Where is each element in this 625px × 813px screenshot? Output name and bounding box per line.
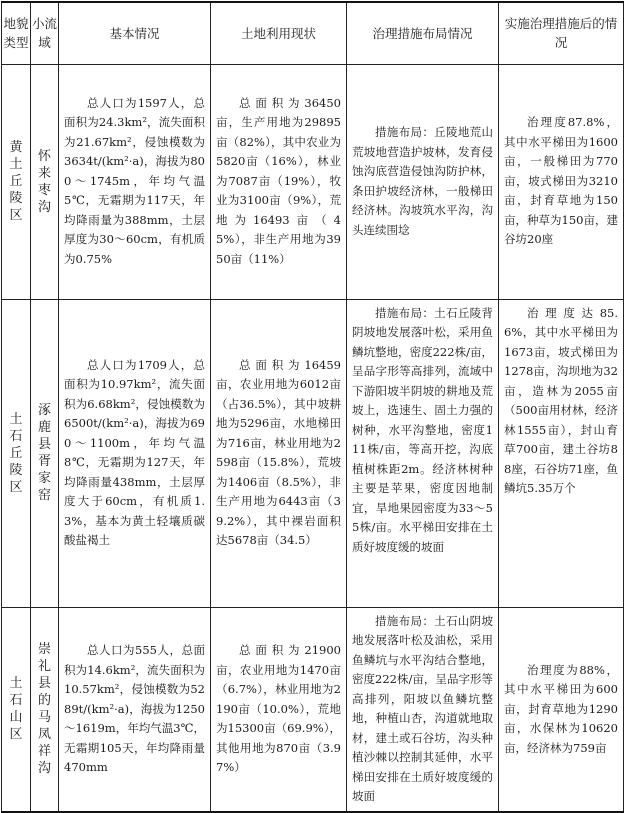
header-land-use: 土地利用现状: [211, 2, 347, 64]
basin-cell: 崇礼县的马凤祥沟: [31, 607, 59, 812]
landform-cell: 黄土丘陵区: [2, 64, 31, 299]
land-use-cell: 总面积为21900亩，农业用地为1470亩（6.7%），林业用地为2190亩（10.0%），荒地为15300亩（69.9%），其他用地为870亩（3.97%）: [211, 607, 347, 812]
result-cell: 治理度为88%，其中水平梯田为600亩，封育草地为1290亩，水保林为10620亩，经济林为759亩: [499, 607, 624, 812]
watershed-treatment-table: [1, 1, 624, 813]
basin-cell: 怀来枣沟: [31, 64, 59, 299]
basic-situation-cell: 总人口为555人，总面积为14.6km²，流失面积为10.57km²，侵蚀模数为5289t/(km²·a)，海拔为1250～1619m，年均气温3℃，无霜期105天，年均降雨量470mm: [59, 607, 211, 812]
result-cell: 治理度87.8%，其中水平梯田为1600亩，一般梯田为770亩，坡式梯田为3210亩，封育草地为150亩，种草为150亩，建谷坊20座: [499, 64, 624, 299]
header-after-treatment: 实施治理措施后的情况: [499, 2, 624, 64]
measures-cell: 措施布局：丘陵地荒山荒坡地营造护坡林，发育侵蚀沟底营造侵蚀沟防护林，条田护坡经济林，一般梯田经济林。沟坡筑水平沟，沟头连续围埝: [347, 64, 499, 299]
table-row: [2, 64, 624, 299]
measures-cell: 措施布局：土石丘陵背阴坡地发展落叶松，采用鱼鳞坑整地，密度222株/亩，呈品字形等高排列，流域中下游阳坡半阴坡的耕地及荒坡上，选速生、固土力强的树种，水平沟整地，密度111株/亩，等高开挖，沟底植树株距2m。经济林树种主要是苹果，密度因地制宜，旱地果园密度为33～55株/亩。水平梯田安排在土质好坡度缓的坡面: [347, 299, 499, 607]
header-measures-layout: 治理措施布局情况: [347, 2, 499, 64]
basic-situation-cell: 总人口为1597人，总面积为24.3km²，流失面积为21.67km²，侵蚀模数为3634t/(km²·a)，海拔为800～1745m，年均气温5℃，无霜期为117天，年均降雨量为388mm，土层厚度为30～60cm，有机质为0.75%: [59, 64, 211, 299]
header-row: [2, 2, 624, 64]
result-cell: 治理度达85.6%，其中水平梯田为1673亩，坡式梯田为1278亩，沟坝地为32亩，造林为2055亩（500亩用材林，经济林1555亩），封山育草700亩，建土谷坊88座，石谷坊71座，鱼鳞坑5.35万个: [499, 299, 624, 607]
header-basic-situation: 基本情况: [59, 2, 211, 64]
land-use-cell: 总面积为36450亩，生产用地为29895亩（82%），其中农业为5820亩（16%），林业为7087亩（19%），牧业为3100亩（9%），荒地为16493亩（45%），非生产用地为3950亩（11%）: [211, 64, 347, 299]
basic-situation-cell: 总人口为1709人，总面积为10.97km²，流失面积为6.68km²，侵蚀模数为6500t/(km²·a)，海拔为690～1100m，年均气温8℃，无霜期为127天，年均降雨量438mm，土层厚度大于60cm，有机质1.3%，基本为黄土轻壤质碳酸盐褐土: [59, 299, 211, 607]
table-row: [2, 607, 624, 812]
header-small-basin: 小流域: [31, 2, 59, 64]
landform-cell: 土石丘陵区: [2, 299, 31, 607]
measures-cell: 措施布局：土石山阴坡地发展落叶松及油松，采用鱼鳞坑与水平沟结合整地，密度222株/亩，呈品字形等高排列，阳坡以鱼鳞坑整地，种植山杏，沟道就地取材，建土或石谷坊，沟头种植沙棘以控制其延伸，水平梯田安排在土质好坡度缓的坡面: [347, 607, 499, 812]
table-row: [2, 299, 624, 607]
header-landform-type: 地貌类型: [2, 2, 31, 64]
land-use-cell: 总面积为16459亩，农业用地为6012亩（占36.5%），其中坡耕地为5296亩，水地梯田为716亩，林业用地为2598亩（15.8%），荒坡为1406亩（8.5%），非生产用地为6443亩（39.2%），其中裸岩面积达5678亩（34.5）: [211, 299, 347, 607]
landform-cell: 土石山区: [2, 607, 31, 812]
basin-cell: 涿鹿县胥家窑: [31, 299, 59, 607]
